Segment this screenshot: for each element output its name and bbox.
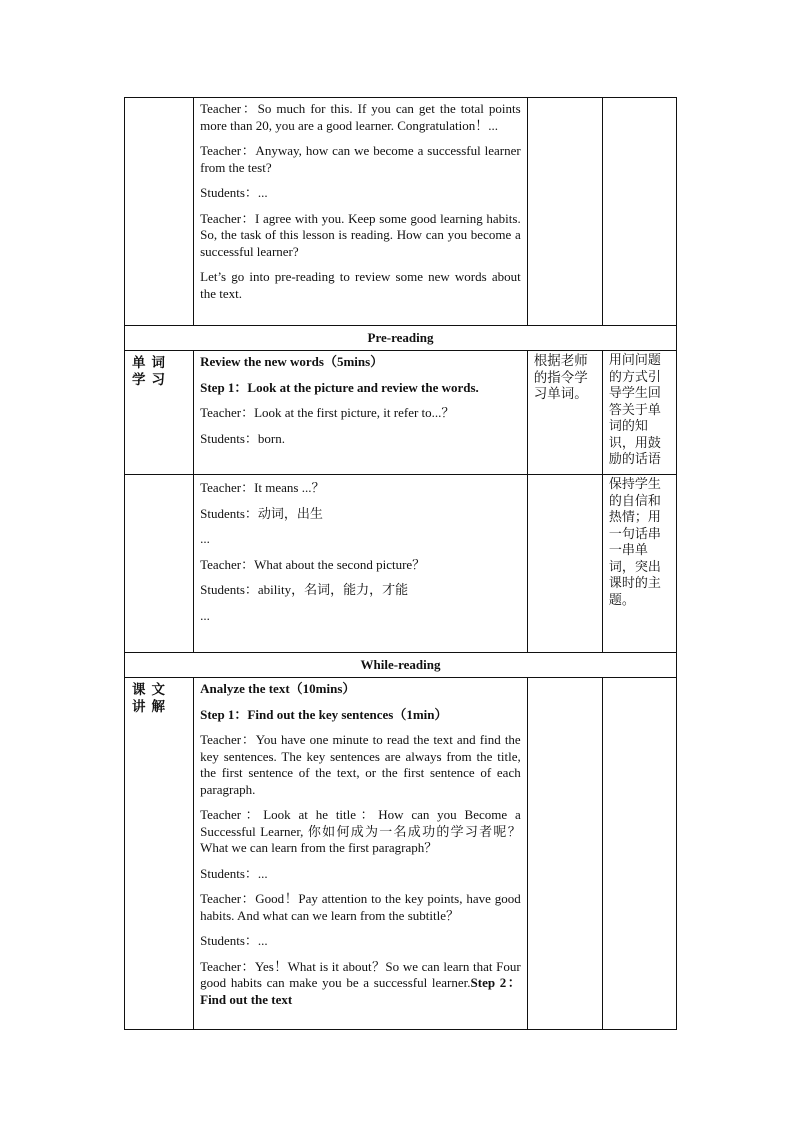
table-row [125, 351, 677, 475]
section-heading: Pre-reading [125, 326, 677, 351]
student-activity-cell [527, 98, 602, 326]
paragraph: Teacher：What about the second picture？ [200, 556, 426, 572]
section-row [125, 326, 677, 351]
paragraph: Students：... [200, 933, 268, 948]
paragraph: Students：born. [200, 430, 285, 446]
design-intent-cell [602, 678, 676, 1030]
paragraph: Teacher：Good！Pay attention to the key points, have good habits. And what can we learn from the subtitle？ [200, 891, 521, 923]
activity-title: Review the new words（5mins） [200, 354, 384, 369]
lesson-plan-table [124, 97, 677, 1030]
table-row [125, 475, 677, 653]
content-cell [194, 475, 528, 653]
design-intent-text: 用问问题的方式引导学生回答关于单词的知识，用鼓励的话语 [608, 353, 661, 467]
paragraph: Let’s go into pre-reading to review some new words about the text. [200, 269, 521, 301]
content-cell [194, 98, 528, 326]
design-intent-text: 保持学生的自信和热情；用一句话串一串单词，突出课时的主题。 [608, 477, 661, 608]
step-heading: Step 2：Find out the text [200, 975, 521, 1007]
design-intent-cell [602, 98, 676, 326]
paragraph: ... [200, 607, 210, 623]
paragraph [200, 959, 521, 1009]
paragraph: Teacher：I agree with you. Keep some good learning habits. So, the task of this lesson is reading. How can you become a successful learner? [200, 210, 521, 259]
paragraph: Students：动词，出生 [200, 505, 323, 521]
paragraph: Teacher：Anyway, how can we become a successful learner from the test? [200, 143, 521, 175]
paragraph: Teacher：It means ...？ [200, 480, 325, 495]
student-activity-cell [527, 678, 602, 1030]
table-row [125, 98, 677, 326]
paragraph: Students：... [200, 865, 268, 881]
design-intent-cell [602, 351, 676, 475]
content-cell [194, 351, 528, 475]
label-cell [125, 98, 194, 326]
label-cell [125, 351, 194, 475]
step-heading: Step 1：Look at the picture and review the words. [200, 379, 479, 395]
activity-title: Analyze the text（10mins） [200, 681, 356, 696]
table-row [125, 678, 677, 1030]
section-label: 单词学习 [132, 355, 171, 387]
paragraph: ... [200, 531, 210, 546]
paragraph: Teacher：Look at the first picture, it refer to...？ [200, 405, 455, 420]
step-heading: Step 1：Find out the key sentences（1min） [200, 706, 448, 722]
student-activity-cell [527, 351, 602, 475]
section-label: 课文讲解 [132, 682, 171, 714]
paragraph: Teacher：So much for this. If you can get the total points more than 20, you are a good learner. Congratulation！... [200, 101, 521, 133]
design-intent-cell [602, 475, 676, 653]
label-cell [125, 475, 194, 653]
section-row [125, 653, 677, 678]
paragraph-text: Teacher：Yes！What is it about？So we can learn that Four good habits can make you be a successful learner. [200, 958, 521, 990]
paragraph: Students：... [200, 185, 268, 200]
content-cell [194, 678, 528, 1030]
paragraph: Students：ability，名词，能力，才能 [200, 582, 409, 597]
student-activity-text: 根据老师的指令学习单词。 [533, 353, 588, 402]
paragraph: Teacher：Look at he title：How can you Become a Successful Learner, 你如何成为一名成功的学习者呢？What we can learn from the first paragraph？ [200, 807, 521, 855]
section-heading: While-reading [125, 653, 677, 678]
paragraph: Teacher：You have one minute to read the text and find the key sentences. The key sentences are always from the title, the first sentence of the text, or the first sentence of each paragraph. [200, 732, 521, 797]
student-activity-cell [527, 475, 602, 653]
label-cell [125, 678, 194, 1030]
